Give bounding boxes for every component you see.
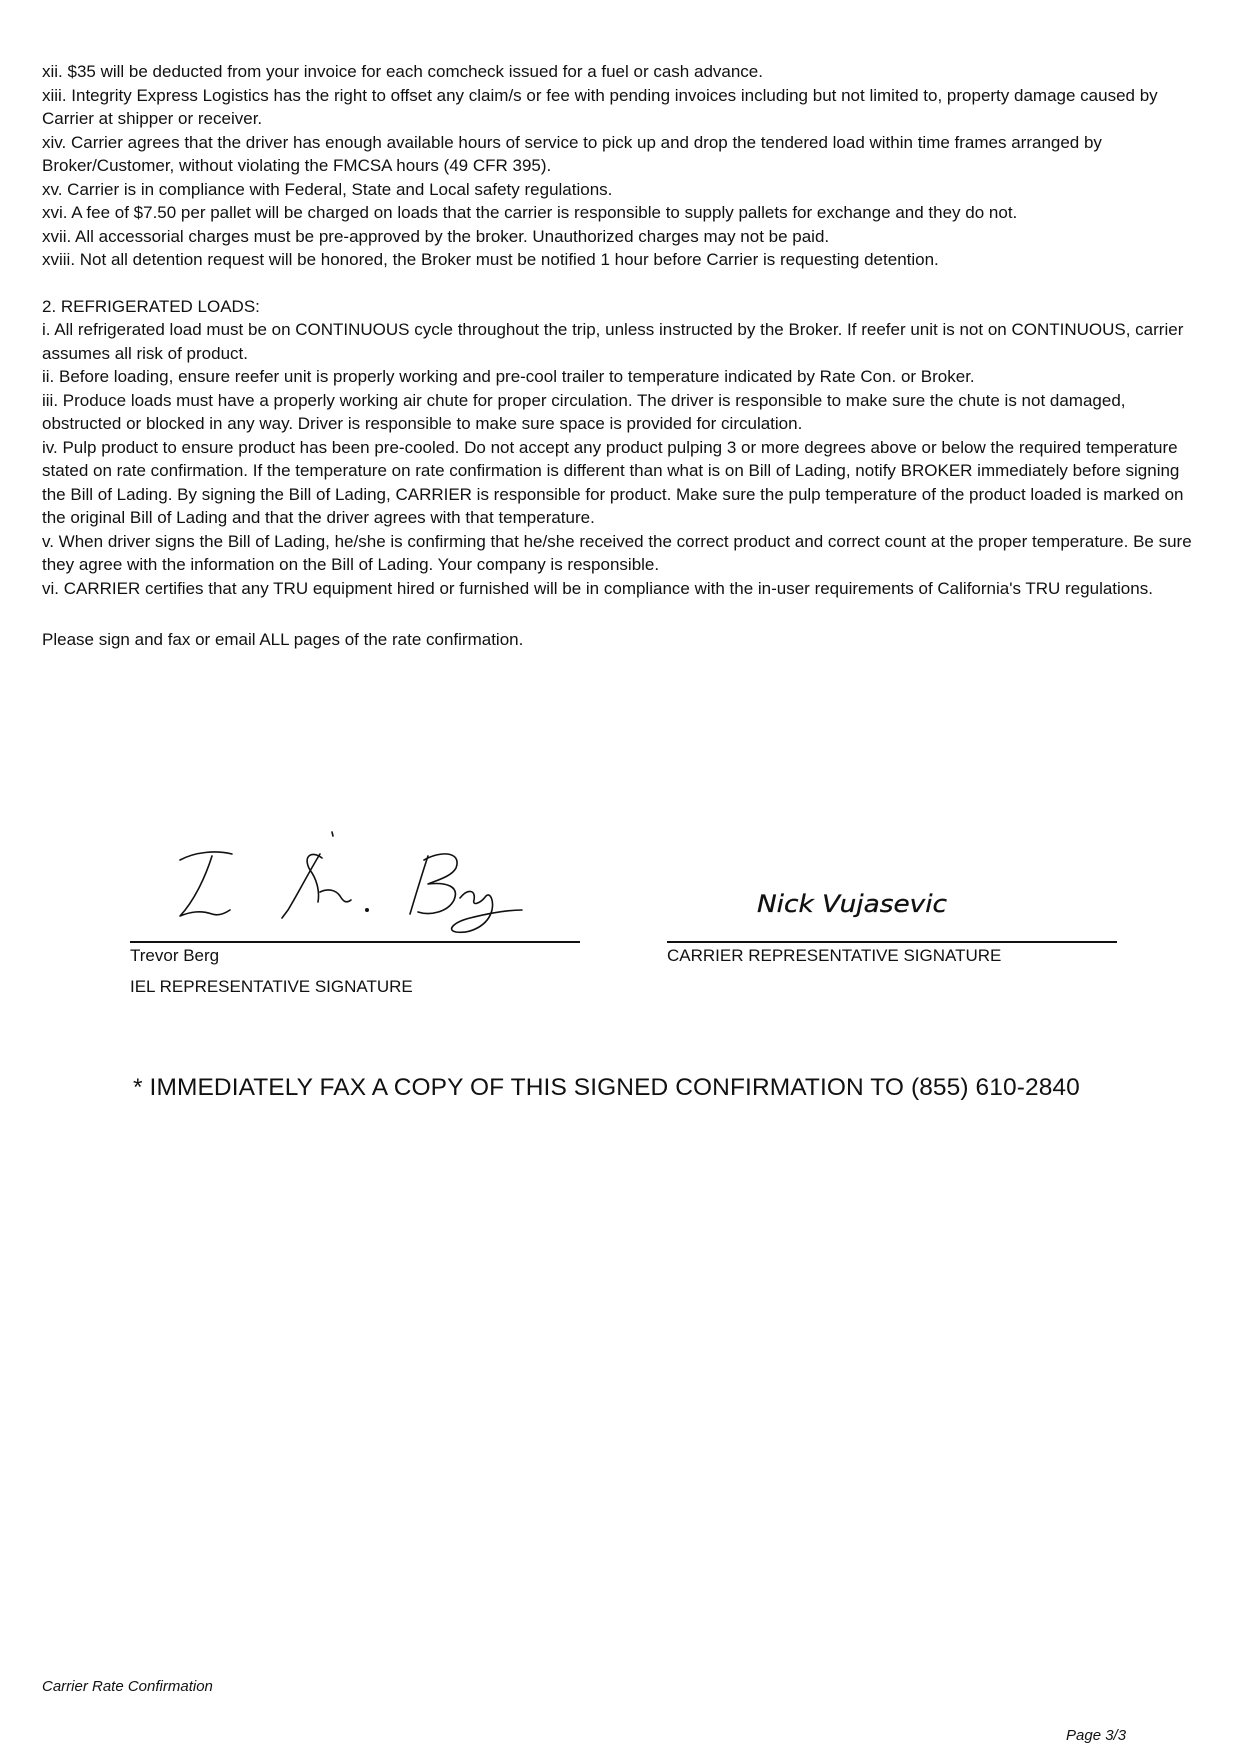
term-item: iv. Pulp product to ensure product has been pre-cooled. Do not accept any product pulping 3 or more degrees above or below the required temperature stated on rate confirmation. If the temperature on rate confirmation is different than what is on Bill of Lading, notify BROKER immediately before signing the Bill of Lading. By signing the Bill of Lading, CARRIER is responsible for product. Make sure the pulp temperature of the product loaded is marked on the original Bill of Lading and that the driver agrees with that temperature. xyxy=(42,437,1184,527)
term-item: i. All refrigerated load must be on CONTINUOUS cycle throughout the trip, unless instructed by the Broker. If reefer unit is not on CONTINUOUS, carrier assumes all risk of product. xyxy=(42,320,1184,363)
please-sign-note: Please sign and fax or email ALL pages of the rate confirmation. xyxy=(42,630,524,649)
term-item: xvii. All accessorial charges must be pre-approved by the broker. Unauthorized charges may not be paid. xyxy=(42,226,830,246)
iel-handwritten-signature xyxy=(170,830,560,940)
carrier-signature-label: CARRIER REPRESENTATIVE SIGNATURE xyxy=(667,946,1002,965)
term-item: ii. Before loading, ensure reefer unit is properly working and pre-cool trailer to temperature indicated by Rate Con. or Broker. xyxy=(42,367,975,386)
term-item: xviii. Not all detention request will be honored, the Broker must be notified 1 hour before Carrier is requesting detention. xyxy=(42,250,939,269)
term-item: xvi. A fee of $7.50 per pallet will be charged on loads that the carrier is responsible to supply pallets for exchange and they do not. xyxy=(42,203,1018,222)
refrigerated-heading: 2. REFRIGERATED LOADS: xyxy=(42,296,260,316)
term-item: v. When driver signs the Bill of Lading, he/she is confirming that he/she received the correct product and correct count at the proper temperature. Be sure they agree with the information on the Bill of Lading. Your company is responsible. xyxy=(42,531,1192,574)
carrier-signature-line xyxy=(667,941,1117,943)
footer-page-number: Page 3/3 xyxy=(1066,1727,1127,1744)
section-gap xyxy=(42,272,1202,295)
term-item: vi. CARRIER certifies that any TRU equipment hired or furnished will be in compliance with the in-user requirements of California's TRU regulations. xyxy=(42,578,1153,598)
fax-notice: * IMMEDIATELY FAX A COPY OF THIS SIGNED CONFIRMATION TO (855) 610-2840 xyxy=(133,1074,1080,1101)
carrier-handwritten-signature xyxy=(755,882,955,930)
iel-signature-line xyxy=(130,941,580,943)
term-item: xiv. Carrier agrees that the driver has enough available hours of service to pick up and drop the tendered load within time frames arranged by Broker/Customer, without violating the FMCSA hours (49 CFR 395). xyxy=(42,132,1102,175)
terms-section xyxy=(42,60,1202,652)
iel-signature-label: IEL REPRESENTATIVE SIGNATURE xyxy=(130,977,413,996)
svg-text:Nick Vujasevic: Nick Vujasevic xyxy=(757,890,947,918)
term-item: xii. $35 will be deducted from your invoice for each comcheck issued for a fuel or cash advance. xyxy=(42,62,763,81)
term-item: iii. Produce loads must have a properly working air chute for proper circulation. The driver is responsible to make sure the chute is not damaged, obstructed or blocked in any way. Driver is responsible to make sure space is provided for circulation. xyxy=(42,390,1126,433)
term-item: xiii. Integrity Express Logistics has the right to offset any claim/s or fee with pending invoices including but not limited to, property damage caused by Carrier at shipper or receiver. xyxy=(42,85,1158,128)
footer-doc-title: Carrier Rate Confirmation xyxy=(42,1678,213,1695)
iel-signer-name: Trevor Berg xyxy=(130,946,220,965)
term-item: xv. Carrier is in compliance with Federal, State and Local safety regulations. xyxy=(42,179,613,199)
